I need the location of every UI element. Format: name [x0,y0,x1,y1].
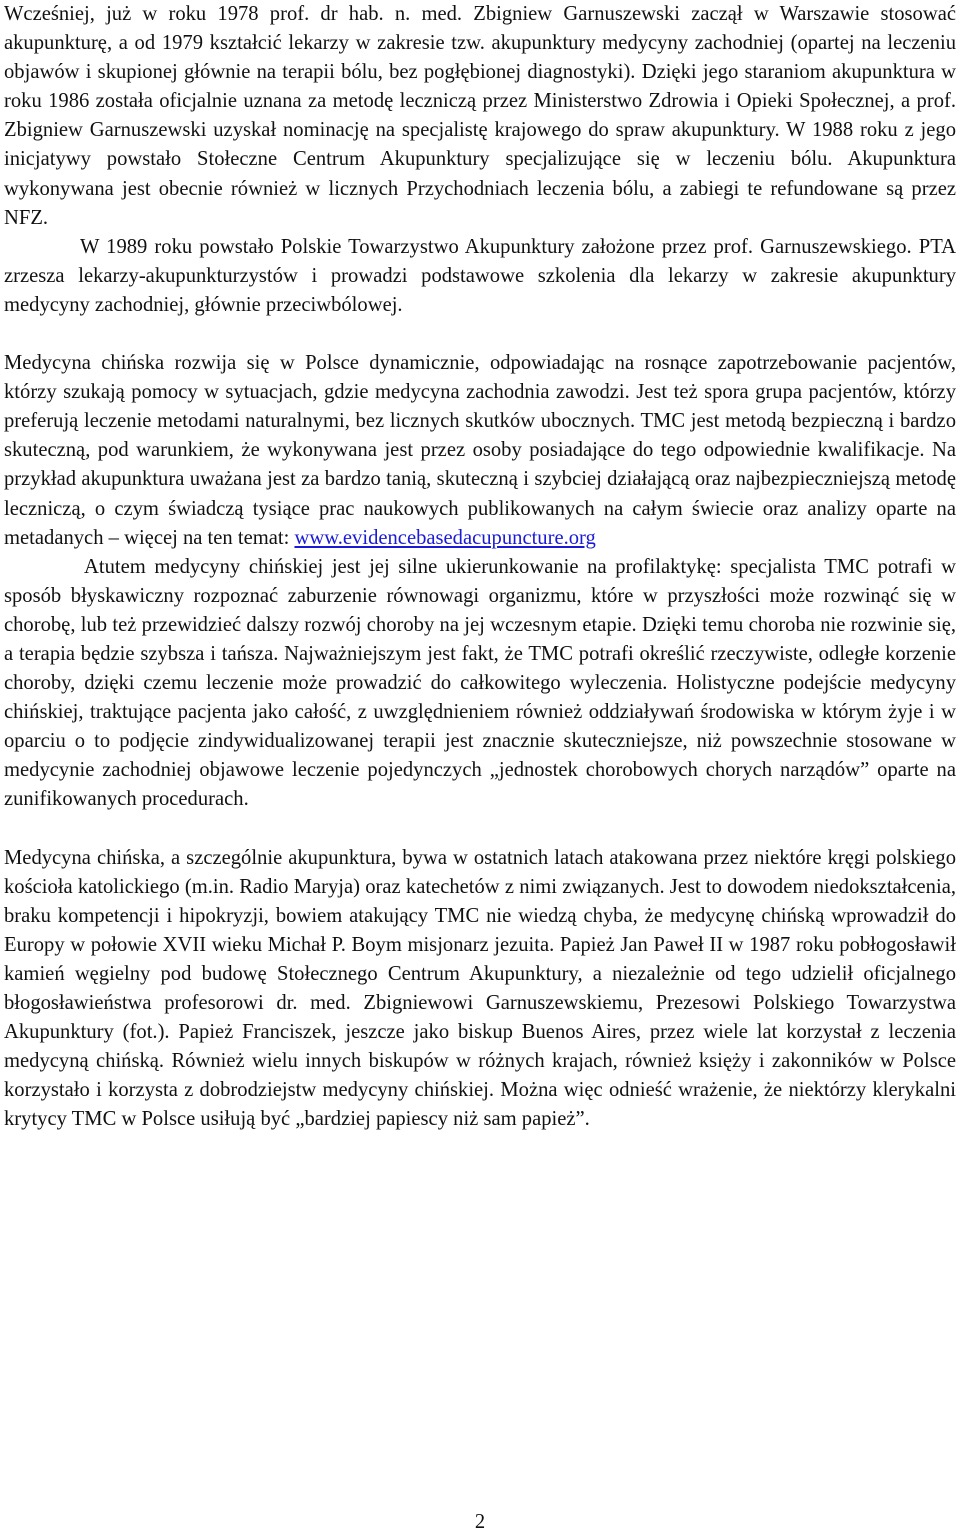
paragraph-chinese-medicine-text: Medycyna chińska rozwija się w Polsce dynamicznie, odpowiadając na rosnące zapotrzebowanie pacjentów, którzy szukają pomocy w sytuacjach, gdzie medycyna zachodnia zawodzi. Jest też spora grupa pacjentów, którzy preferują leczenie metodami naturalnymi, bez licznych skutków ubocznych. TMC jest metodą bezpieczną i bardzo skuteczną, pod warunkiem, że wykonywana jest przez osoby posiadające do tego odpowiednie kwalifikacje. Na przykład akupunktura uważana jest za bardzo tanią, skuteczną i szybciej działającą oraz najbezpieczniejszą metodę leczniczą, o czym świadczą tysiące prac naukowych publikowanych na całym świecie oraz analizy oparte na metadanych – więcej na ten temat: [4,352,956,549]
paragraph-prevention: Atutem medycyny chińskiej jest jej silne ukierunkowanie na profilaktykę: specjalista TMC potrafi w sposób błyskawiczny rozpoznać zaburzenie równowagi organizmu, które w przyszłości może rozwinąć się w chorobę, lub też przewidzieć dalszy rozwój choroby na jej wczesnym etapie. Dzięki temu choroba nie rozwinie się, a terapia będzie szybsza i tańsza. Najważniejszym jest fakt, że TMC potrafi określić rzeczywiste, odległe korzenie choroby, dzięki czemu leczenie może prowadzić do całkowitego wyleczenia. Holistyczne podejście medycyny chińskiej, traktujące pacjenta jako całość, z uwzględnieniem również oddziaływań środowiska w którym żyje i w oparciu o to podjęcie zindywidualizowanej terapii jest znacznie skuteczniejsze, niż powszechnie stosowane w medycynie zachodniej objawowe leczenie pojedynczych „jednostek chorobowych chorych narządów” oparte na zunifikowanych procedurach. [4,555,956,811]
paragraph-church-criticism: Medycyna chińska, a szczególnie akupunktura, bywa w ostatnich latach atakowana przez niektóre kręgi polskiego kościoła katolickiego (m.in. Radio Maryja) oraz katechetów z nimi związanych. Jest to dowodem niedokształcenia, braku kompetencji i hipokryzji, bowiem atakujący TMC nie wiedzą chyba, że medycynę chińską wprowadził do Europy w połowie XVII wieku Michał P. Boym misjonarz jezuita. Papież Jan Paweł II w 1987 roku pobłogosławił kamień węgielny pod budowę Stołecznego Centrum Akupunktury, a niezależnie od tego udzielił oficjalnego błogosławieństwa profesorowi dr. med. Zbigniewowi Garnuszewskiemu, Prezesowi Polskiego Towarzystwa Akupunktury (fot.). Papież Franciszek, jeszcze jako biskup Buenos Aires, przez wiele lat korzystał z leczenia medycyną chińską. Również wielu innych biskupów w różnych krajach, również księży i zakonników w Polsce korzystało i korzysta z dobrodziejstw medycyny chińskiej. Można więc odnieść wrażenie, że niektórzy klerykalni krytycy TMC w Polsce usiłują być „bardziej papiescy niż sam papież”. [4,846,956,1131]
evidence-link[interactable]: www.evidencebasedacupuncture.org [294,526,596,549]
paragraph-chinese-medicine-poland [4,349,956,553]
paragraph-pta-founding: W 1989 roku powstało Polskie Towarzystwo Akupunktury założone przez prof. Garnuszewskiego. PTA zrzesza lekarzy-akupunkturzystów i prowadzi podstawowe szkolenia dla lekarzy w zakresie akupunktury medycyny zachodniej, głównie przeciwbólowej. [4,235,956,316]
page-number: 2 [474,1511,486,1533]
paragraph-garnuszewski-history: Wcześniej, już w roku 1978 prof. dr hab. n. med. Zbigniew Garnuszewski zaczął w Warszawie stosować akupunkturę, a od 1979 kształcić lekarzy w zakresie tzw. akupunktury medycyny zachodniej (opartej na leczeniu objawów i skupionej głównie na terapii bólu, bez pogłębionej diagnostyki). Dzięki jego staraniom akupunktura w roku 1986 została oficjalnie uznana za metodę leczniczą przez Ministerstwo Zdrowia i Opieki Społecznej, a prof. Zbigniew Garnuszewski uzyskał nominację na specjalistę krajowego do spraw akupunktury. W 1988 roku z jego inicjatywy powstało Stołeczne Centrum Akupunktury specjalizujące się w leczeniu bólu. Akupunktura wykonywana jest obecnie również w licznych Przychodniach leczenia bólu, a zabiegi te refundowane są przez NFZ. [4,3,956,229]
document-body [4,0,956,1134]
